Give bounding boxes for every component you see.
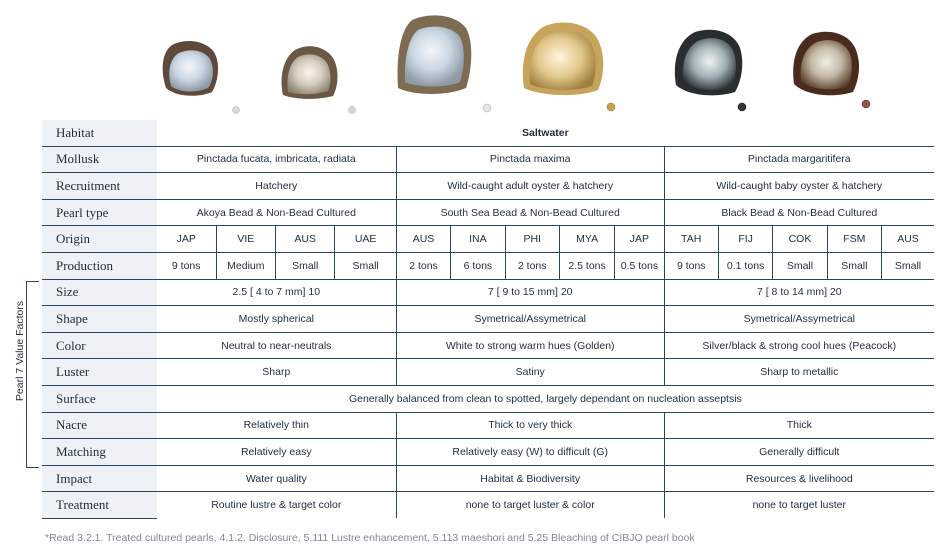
row-label: Color: [42, 332, 157, 359]
row-label: Production: [42, 252, 157, 279]
production-cell: Small: [276, 252, 335, 279]
cell-akoya: Neutral to near-neutrals: [157, 332, 397, 359]
row-label: Surface: [42, 385, 157, 412]
production-cell: Small: [882, 252, 934, 279]
row-label: Shape: [42, 306, 157, 333]
origin-cell: FSM: [827, 226, 881, 253]
row-habitat: [42, 120, 934, 146]
value-factors-bracket: [26, 281, 39, 468]
origin-cell: JAP: [615, 226, 664, 253]
shells-illustration: [0, 0, 952, 118]
cell-akoya: Sharp: [157, 359, 397, 386]
row-label: Matching: [42, 439, 157, 466]
cell-akoya: Water quality: [157, 465, 397, 492]
cell-south-sea: Pinctada maxima: [396, 146, 664, 173]
cell-akoya: Routine lustre & target color: [157, 492, 397, 519]
origin-cell: PHI: [505, 226, 559, 253]
cell-south-sea: 7 [ 9 to 15 mm] 20: [396, 279, 664, 306]
cell-black: Symetrical/Assymetrical: [664, 306, 934, 333]
production-cell: 6 tons: [451, 252, 505, 279]
black-lip-shell-2-image: [793, 32, 859, 96]
origin-cell: VIE: [216, 226, 275, 253]
row-label: Size: [42, 279, 157, 306]
origin-cell: INA: [451, 226, 505, 253]
cell-black: Resources & livelihood: [664, 465, 934, 492]
cell-black: Black Bead & Non-Bead Cultured: [664, 199, 934, 226]
cell-akoya: Relatively thin: [157, 412, 397, 439]
habitat-value: Saltwater: [157, 120, 934, 146]
cell-akoya: 2.5 [ 4 to 7 mm] 10: [157, 279, 397, 306]
cell-akoya: Mostly spherical: [157, 306, 397, 333]
cell-south-sea: Habitat & Biodiversity: [396, 465, 664, 492]
origin-cell: AUS: [882, 226, 934, 253]
row-surface: [42, 385, 934, 412]
cell-black: Sharp to metallic: [664, 359, 934, 386]
south-sea-shell-gold-image: [523, 22, 603, 95]
row-label: Origin: [42, 226, 157, 253]
row-shape: [42, 306, 934, 333]
origin-cell: AUS: [396, 226, 450, 253]
cell-black: Pinctada margaritifera: [664, 146, 934, 173]
row-label: Mollusk: [42, 146, 157, 173]
production-cell: Small: [335, 252, 396, 279]
row-label: Luster: [42, 359, 157, 386]
production-cell: Medium: [216, 252, 275, 279]
cell-akoya: Pinctada fucata, imbricata, radiata: [157, 146, 397, 173]
row-production: [42, 252, 934, 279]
production-cell: 2 tons: [396, 252, 450, 279]
production-cell: 2 tons: [505, 252, 559, 279]
cell-black: none to target luster: [752, 499, 846, 512]
row-luster: [42, 359, 934, 386]
pearl-comparison-table: [42, 120, 934, 519]
footnote: *Read 3.2.1. Treated cultured pearls, 4.1.2. Disclosure, 5.111 Lustre enhancement, 5.113 maeshori and 5.25 Bleaching of CIBJO pearl book: [45, 532, 695, 544]
surface-value: Generally balanced from clean to spotted, largely dependant on nucleation asseptsis: [157, 385, 934, 412]
production-cell: Small: [827, 252, 881, 279]
row-treatment: [42, 492, 934, 519]
origin-cell: MYA: [559, 226, 614, 253]
cell-akoya: Hatchery: [157, 173, 397, 200]
row-pearl-type: [42, 199, 934, 226]
cell-south-sea: Thick to very thick: [396, 412, 664, 439]
row-label: Habitat: [42, 120, 157, 146]
origin-cell: JAP: [157, 226, 216, 253]
production-cell: 0.1 tons: [718, 252, 772, 279]
cell-akoya: Akoya Bead & Non-Bead Cultured: [157, 199, 397, 226]
production-cell: Small: [773, 252, 827, 279]
row-mollusk: [42, 146, 934, 173]
row-label: Pearl type: [42, 199, 157, 226]
origin-cell: FIJ: [718, 226, 772, 253]
cell-south-sea: White to strong warm hues (Golden): [396, 332, 664, 359]
cell-black: Wild-caught baby oyster & hatchery: [664, 173, 934, 200]
cell-black: Thick: [664, 412, 934, 439]
row-label: Recruitment: [42, 173, 157, 200]
row-matching: [42, 439, 934, 466]
row-label: Impact: [42, 465, 157, 492]
row-color: [42, 332, 934, 359]
row-label: Nacre: [42, 412, 157, 439]
origin-cell: TAH: [664, 226, 718, 253]
akoya-shell-1-image: [163, 41, 218, 96]
cell-south-sea: Wild-caught adult oyster & hatchery: [396, 173, 664, 200]
cell-black: Generally difficult: [664, 439, 934, 466]
origin-cell: COK: [773, 226, 827, 253]
black-lip-shell-1-image: [675, 30, 742, 96]
akoya-shell-2-image: [282, 46, 338, 99]
south-sea-shell-white-image: [398, 15, 472, 94]
row-origin: [42, 226, 934, 253]
origin-cell: UAE: [335, 226, 396, 253]
production-cell: 2.5 tons: [559, 252, 614, 279]
row-label: Treatment: [42, 492, 157, 519]
production-cell: 9 tons: [157, 252, 216, 279]
cell-akoya: Relatively easy: [157, 439, 397, 466]
cell-south-sea: Satiny: [396, 359, 664, 386]
row-nacre: [42, 412, 934, 439]
row-impact: [42, 465, 934, 492]
production-cell: 0.5 tons: [615, 252, 664, 279]
value-factors-label: Pearl 7 Value Factors: [14, 300, 26, 402]
origin-cell: AUS: [276, 226, 335, 253]
cell-south-sea: South Sea Bead & Non-Bead Cultured: [396, 199, 664, 226]
cell-south-sea: Relatively easy (W) to difficult (G): [396, 439, 664, 466]
row-recruitment: [42, 173, 934, 200]
cell-black: Silver/black & strong cool hues (Peacock): [664, 332, 934, 359]
cell-black: 7 [ 8 to 14 mm] 20: [664, 279, 934, 306]
row-size: [42, 279, 934, 306]
cell-south-sea: none to target luster & color: [396, 492, 664, 519]
cell-south-sea: Symetrical/Assymetrical: [396, 306, 664, 333]
production-cell: 9 tons: [664, 252, 718, 279]
